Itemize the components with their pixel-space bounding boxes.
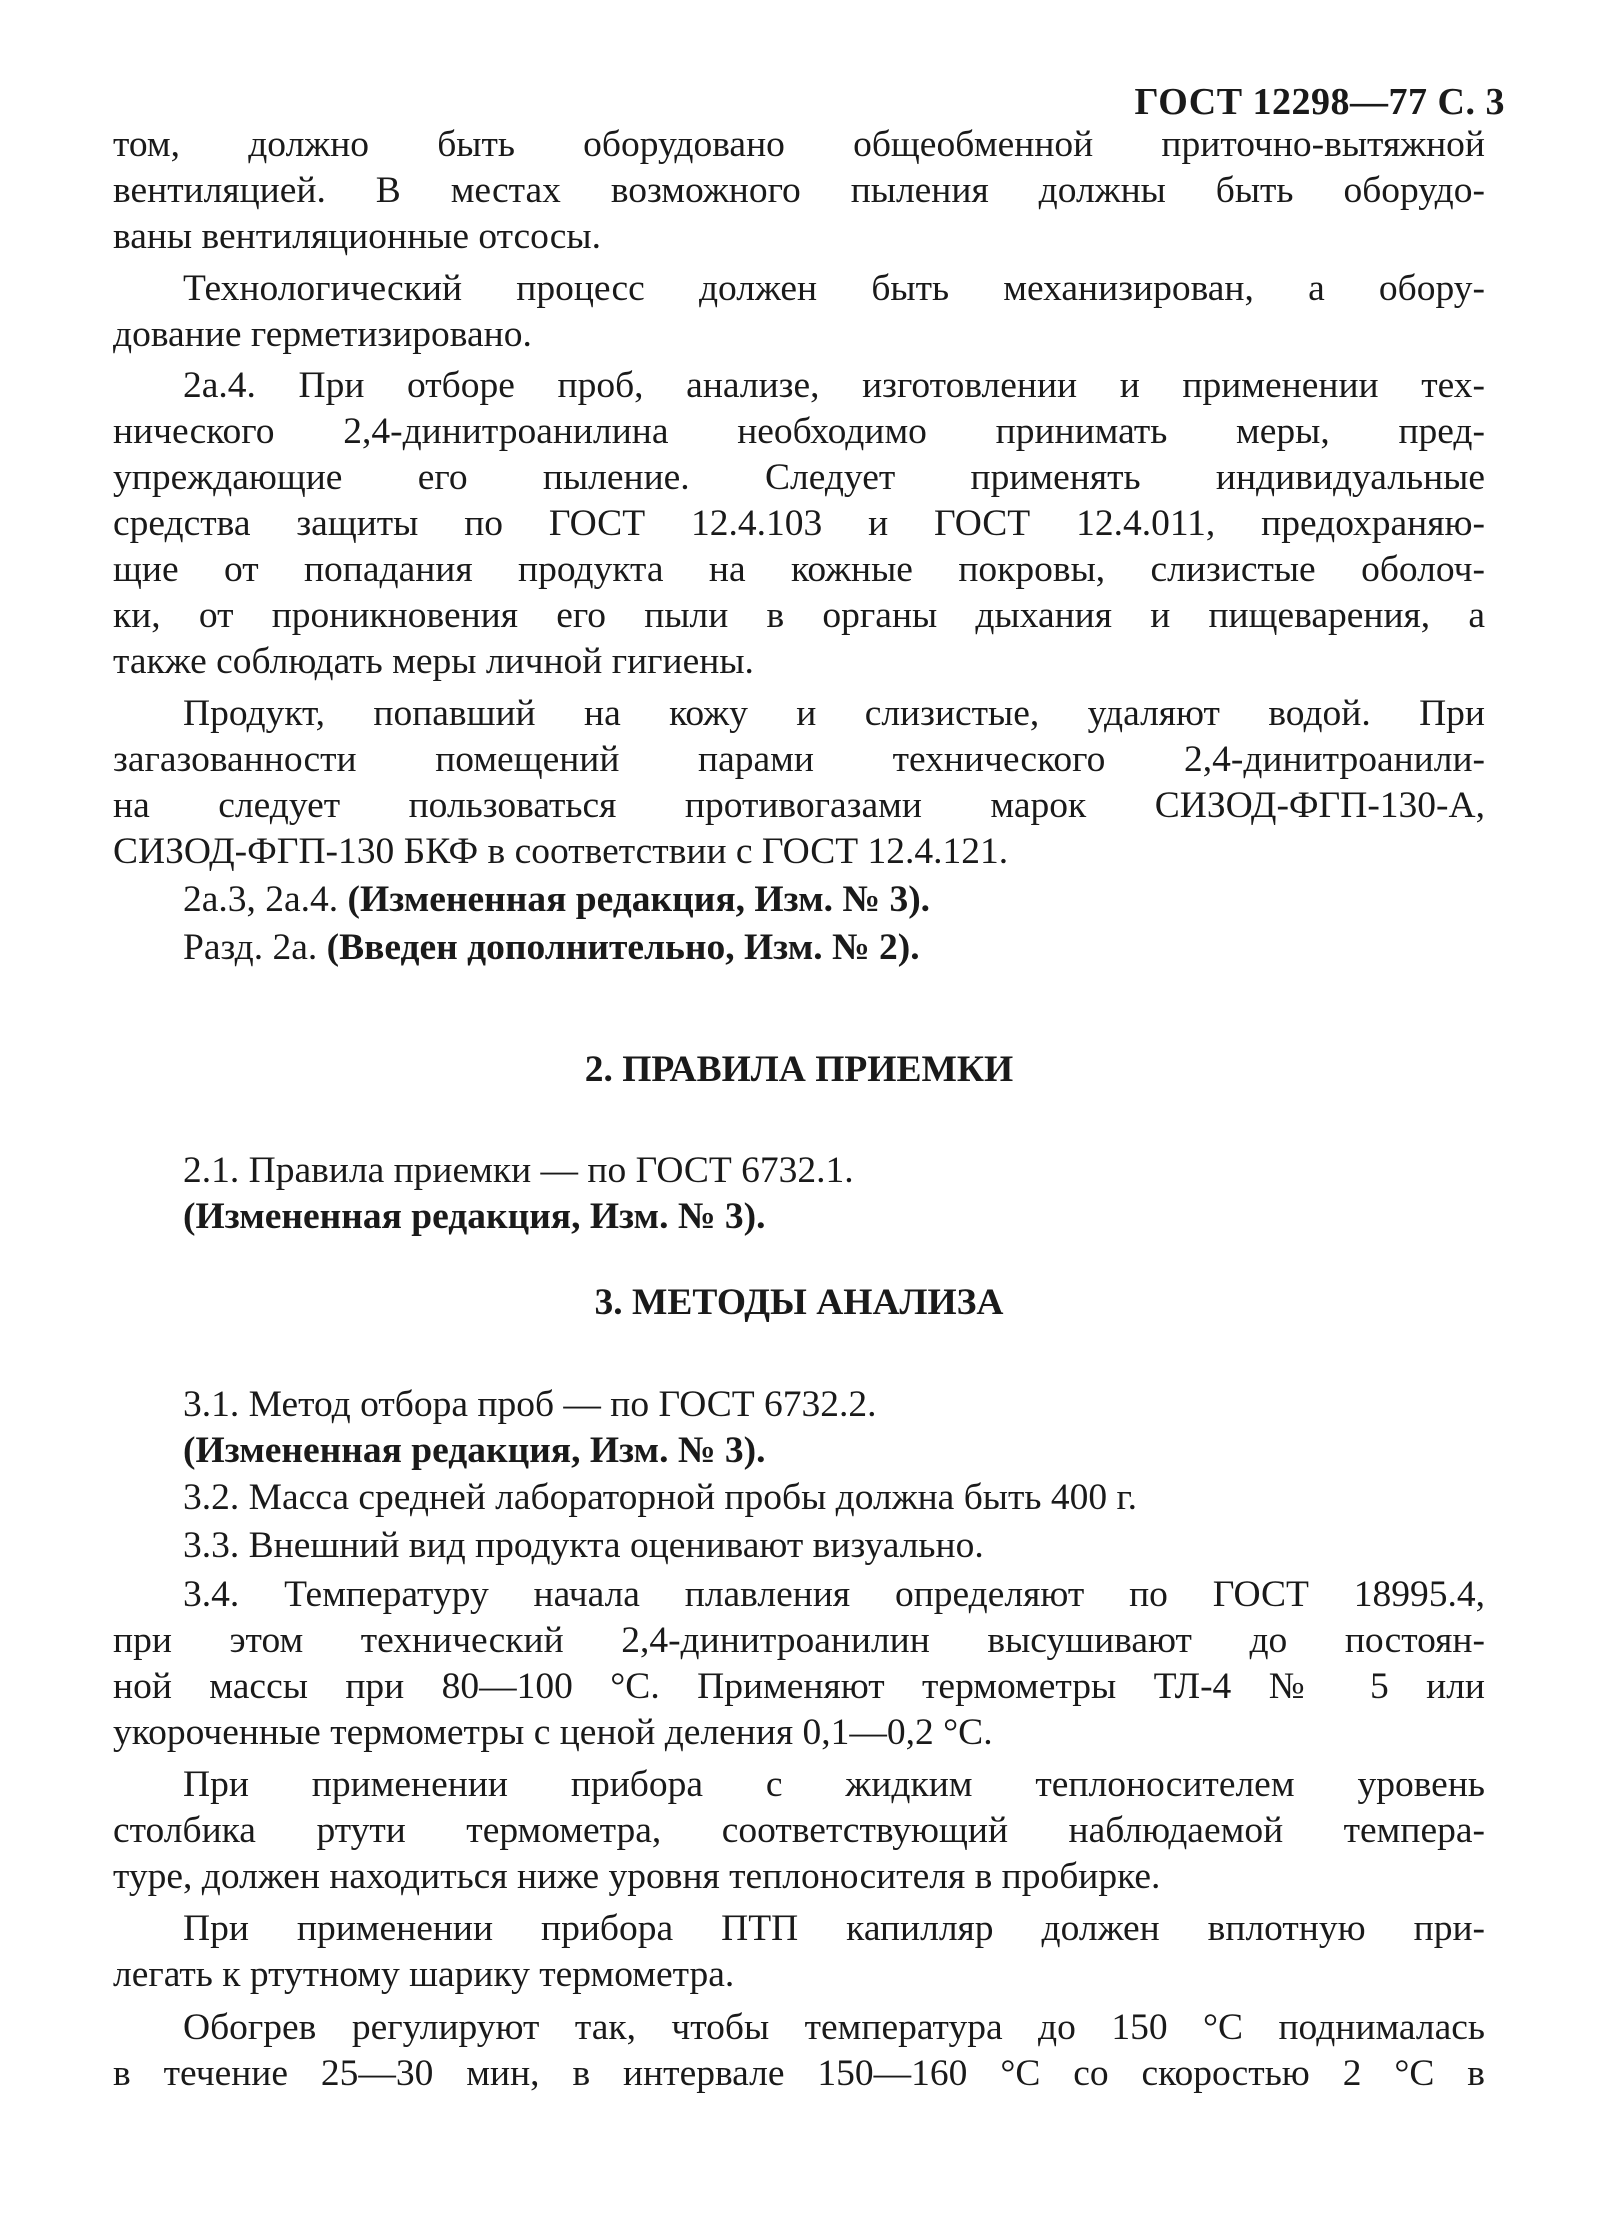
text-line: 2а.4. При отборе проб, анализе, изготовлении и применении тех- — [183, 365, 1485, 406]
amendment-ref: Разд. 2а. — [183, 927, 318, 968]
text-line: При применении прибора ПТП капилляр должен вплотную при- — [183, 1908, 1485, 1949]
amendment-note — [183, 877, 1485, 923]
text-line: также соблюдать меры личной гигиены. — [113, 641, 754, 682]
text-line: 3.2. Масса средней лабораторной пробы должна быть 400 г. — [183, 1477, 1137, 1518]
text-line: ки, от проникновения его пыли в органы дыхания и пищеварения, а — [113, 595, 1485, 636]
text-line: упреждающие его пыление. Следует применять индивидуальные — [113, 457, 1485, 498]
section-heading: 2. ПРАВИЛА ПРИЕМКИ — [584, 1049, 1014, 1090]
amendment-note — [183, 925, 1485, 971]
amendment-text: (Введен дополнительно, Изм. № 2). — [326, 927, 920, 968]
amendment-ref: 2а.3, 2а.4. — [183, 879, 339, 920]
amendment-text: (Измененная редакция, Изм. № 3). — [183, 1196, 766, 1237]
text-line: загазованности помещений парами технического 2,4-динитроанили- — [113, 739, 1485, 780]
text-line: вентиляцией. В местах возможного пыления должны быть оборудо- — [113, 170, 1485, 211]
text-line: Технологический процесс должен быть механизирован, а обору- — [183, 268, 1485, 309]
amendment-text: (Измененная редакция, Изм. № 3). — [183, 1430, 766, 1471]
text-line: Обогрев регулируют так, чтобы температура до 150 °С поднималась — [183, 2007, 1485, 2048]
text-line: туре, должен находиться ниже уровня теплоносителя в пробирке. — [113, 1856, 1161, 1897]
text-line: Продукт, попавший на кожу и слизистые, удаляют водой. При — [183, 693, 1485, 734]
page-header: ГОСТ 12298—77 С. 3 — [1134, 81, 1505, 123]
section-heading: 3. МЕТОДЫ АНАЛИЗА — [594, 1282, 1004, 1323]
text-line: 2.1. Правила приемки — по ГОСТ 6732.1. — [183, 1150, 854, 1191]
text-line: ной массы при 80—100 °С. Применяют термометры ТЛ-4 № 5 или — [113, 1666, 1485, 1707]
text-line: дование герметизировано. — [113, 314, 532, 355]
text-line: ваны вентиляционные отсосы. — [113, 216, 601, 257]
text-line: легать к ртутному шарику термометра. — [113, 1954, 735, 1995]
text-line: столбика ртути термометра, соответствующий наблюдаемой темпера- — [113, 1810, 1485, 1851]
text-line: щие от попадания продукта на кожные покровы, слизистые оболоч- — [113, 549, 1485, 590]
text-line: 3.1. Метод отбора проб — по ГОСТ 6732.2. — [183, 1384, 877, 1425]
text-line: При применении прибора с жидким теплоносителем уровень — [183, 1764, 1485, 1805]
text-line: на следует пользоваться противогазами марок СИЗОД-ФГП-130-А, — [113, 785, 1485, 826]
text-line: нического 2,4-динитроанилина необходимо принимать меры, пред- — [113, 411, 1485, 452]
text-line: 3.3. Внешний вид продукта оценивают визуально. — [183, 1525, 984, 1566]
text-line: при этом технический 2,4-динитроанилин высушивают до постоян- — [113, 1620, 1485, 1661]
text-line: укороченные термометры с ценой деления 0,1—0,2 °С. — [113, 1712, 993, 1753]
text-line: СИЗОД-ФГП-130 БКФ в соответствии с ГОСТ 12.4.121. — [113, 831, 1009, 872]
text-line: 3.4. Температуру начала плавления определяют по ГОСТ 18995.4, — [183, 1574, 1485, 1615]
text-line: в течение 25—30 мин, в интервале 150—160 °С со скоростью 2 °С в — [113, 2053, 1485, 2094]
text-line: средства защиты по ГОСТ 12.4.103 и ГОСТ 12.4.011, предохраняю- — [113, 503, 1485, 544]
text-line: том, должно быть оборудовано общеобменной приточно-вытяжной — [113, 124, 1485, 165]
amendment-text: (Измененная редакция, Изм. № 3). — [347, 879, 931, 920]
